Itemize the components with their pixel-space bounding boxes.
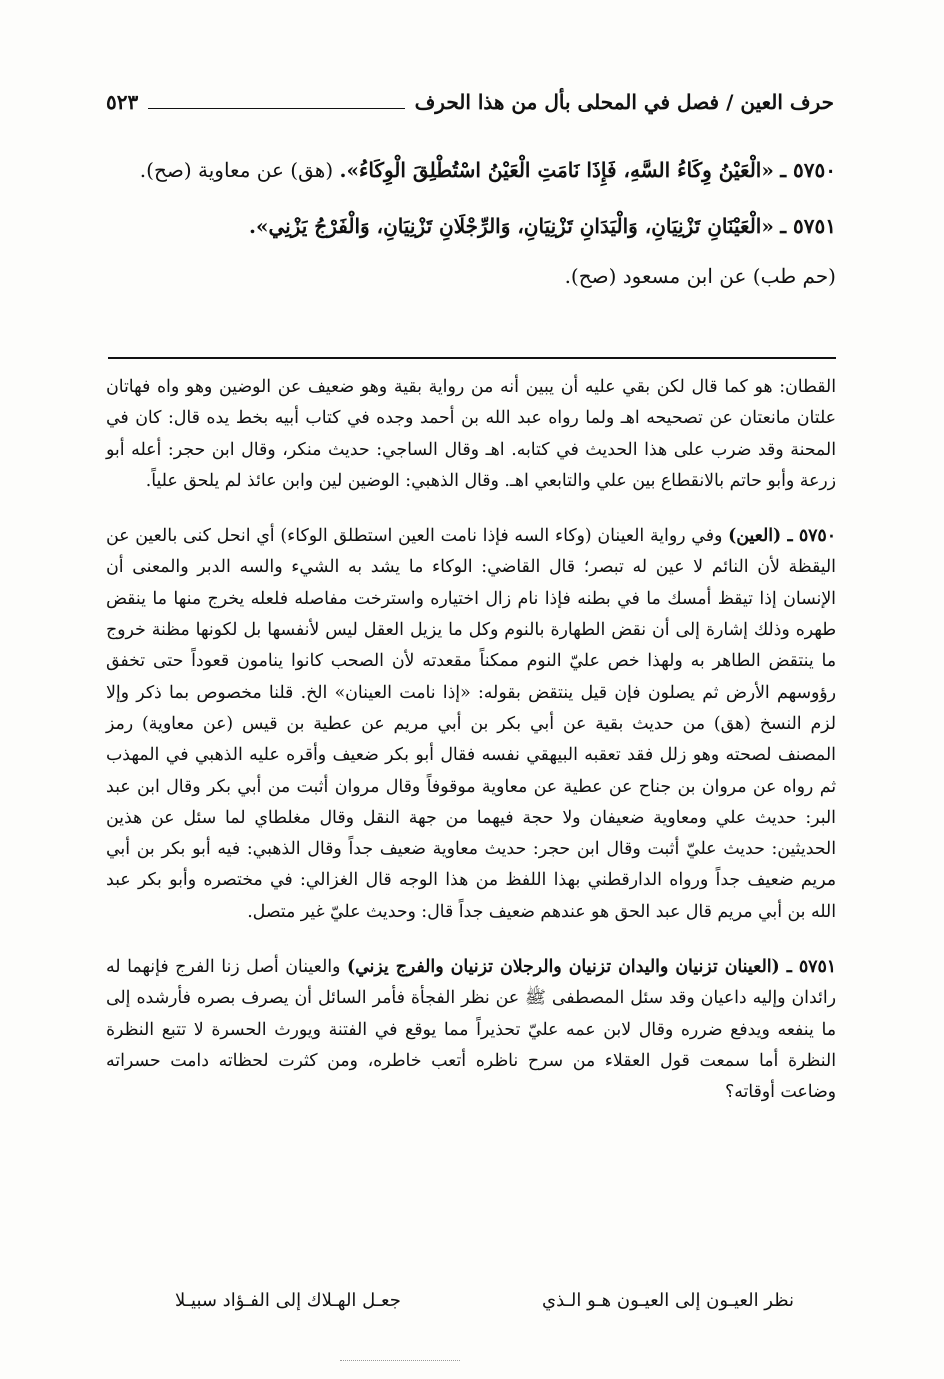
hadith-number: ٥٧٥١ ـ — [780, 214, 836, 238]
hadith-text: «الْعَيْنَانِ تَزْنِيَانِ، وَالْيَدَانِ تَزْنِيَانِ، وَالرِّجْلَانِ تَزْنِيَانِ، وَالْفَرْجُ يَزْنِي». — [249, 214, 774, 238]
commentary-section — [106, 372, 836, 1133]
verse-second-hemistich: جعـل الهـلاك إلى الفـؤاد سبيـلا — [175, 1290, 401, 1311]
commentary-paragraph — [106, 372, 836, 497]
hadith-entries — [108, 145, 836, 307]
commentary-text: والعينان أصل زنا الفرج فإنهما له رائدان وإليه داعيان وقد سئل المصطفى ﷺ عن نظر الفجأة فأمر السائل أن يصرف بصره فأرشده إلى ما ينفعه ويدفع ضرره وقال لابن عمه عليّ تحذيراً مما يوقع في الفتنة ويورث الحسرة لا تتبع النظرة النظرة أما سمعت قول العقلاء من سرح ناظره أتعب خاطره، ومن كثرت لحظاته دامت حسراته وضاعت أوقاته؟ — [106, 957, 836, 1103]
page-number: ٥٢٣ — [106, 90, 139, 114]
verse-first-hemistich: نظر العيـون إلى العيـون هـو الـذي — [542, 1290, 794, 1311]
hadith-number: ٥٧٥٠ ـ — [780, 158, 836, 182]
header-title: حرف العين / فصل في المحلى بأل من هذا الحرف — [414, 90, 834, 114]
running-header — [106, 82, 834, 122]
commentary-text: وفي رواية العينان (وكاء السه فإذا نامت العين استطلق الوكاء) أي انحل كنى بالعين عن اليقظة لأن النائم لا عين له تبصر؛ قال القاضي: الوكاء ما يشد به الشيء والسه الدبر والمعنى أن الإنسان إذا تيقظ أمسك ما في بطنه فإذا نام زال اختياره واسترخت مفاصله فلعله يخرج منها ما ينقض طهره وذلك إشارة إلى أن نقض الطهارة بالنوم وكل ما يزيل العقل ليس لأنفسها بل لكونها مظنة خروج ما ينتقض الطاهر به ولهذا خص عليّ النوم ممكناً مقعدته لأن الصحب كانوا ينامون قعوداً حتى تخفق رؤوسهم الأرض ثم يصلون فإن قيل ينتقض بقوله: «إذا نامت العينان» الخ. قلنا مخصوص بما ذكر وإلا لزم النسخ (هق) من حديث بقية عن أبي بكر بن أبي مريم عن عطية بن قيس (عن معاوية) رمز المصنف لصحته وهو زلل فقد تعقبه البيهقي نفسه فقال أبو بكر ضعيف وأقره عليه الذهبي في المهذب ثم رواه عن مروان بن جناح عن عطية عن معاوية موقوفاً وقال مروان أثبت من أبي بكر وقال ابن عبد البر: حديث علي ومعاوية ضعيفان ولا حجة فيهما من جهة النقل وقال مغلطاي لما سئل عن هذين الحديثين: حديث عليّ أثبت وقال ابن حجر: حديث معاوية ضعيف جداً وقال الذهبي: فيه أبو بكر بن أبي مريم ضعيف جداً ورواه الدارقطني بهذا اللفظ من هذا الوجه قال الغزالي: في مختصره وأبو بكر عبد الله بن أبي مريم قال عبد الحق هو عندهم ضعيف جداً قال: وحديث عليّ غير متصل. — [106, 526, 836, 922]
hadith-text: «الْعَيْنُ وِكَاءُ السَّهِ، فَإِذَا نَامَتِ الْعَيْنُ اسْتُطْلِقَ الْوِكَاءُ». — [339, 158, 774, 182]
commentary-paragraph — [106, 952, 836, 1108]
hadith-entry-5751 — [108, 201, 836, 301]
commentary-paragraph — [106, 521, 836, 928]
footnote-separator — [108, 357, 836, 359]
commentary-lead: ٥٧٥٠ ـ (العين) — [728, 526, 836, 547]
footer-mark — [340, 1360, 460, 1361]
poetry-verse — [175, 1290, 794, 1311]
header-rule — [148, 108, 404, 109]
hadith-source: (هق) عن معاوية (صح). — [139, 158, 334, 182]
hadith-entry-5750 — [108, 145, 836, 195]
hadith-source: (حم طب) عن ابن مسعود (صح). — [564, 264, 836, 288]
commentary-text: القطان: هو كما قال لكن بقي عليه أن يبين أنه من رواية بقية وهو ضعيف عن الوضين وهو واه فهاتان علتان مانعتان عن تصحيحه اهـ ولما رواه عبد الله بن أحمد وجده في كتاب أبيه بخط يده قال: كان في المحنة وقد ضرب على هذا الحديث في كتابه. اهـ وقال الساجي: حديث منكر، وقال ابن حجر: أعله أبو زرعة وأبو حاتم بالانقطاع بين علي والتابعي اهـ. وقال الذهبي: الوضين لين وابن عائذ لم يلحق علياً. — [106, 377, 836, 491]
commentary-lead: ٥٧٥١ ـ (العينان تزنيان واليدان تزنيان والرجلان تزنيان والفرج يزني) — [346, 957, 837, 978]
